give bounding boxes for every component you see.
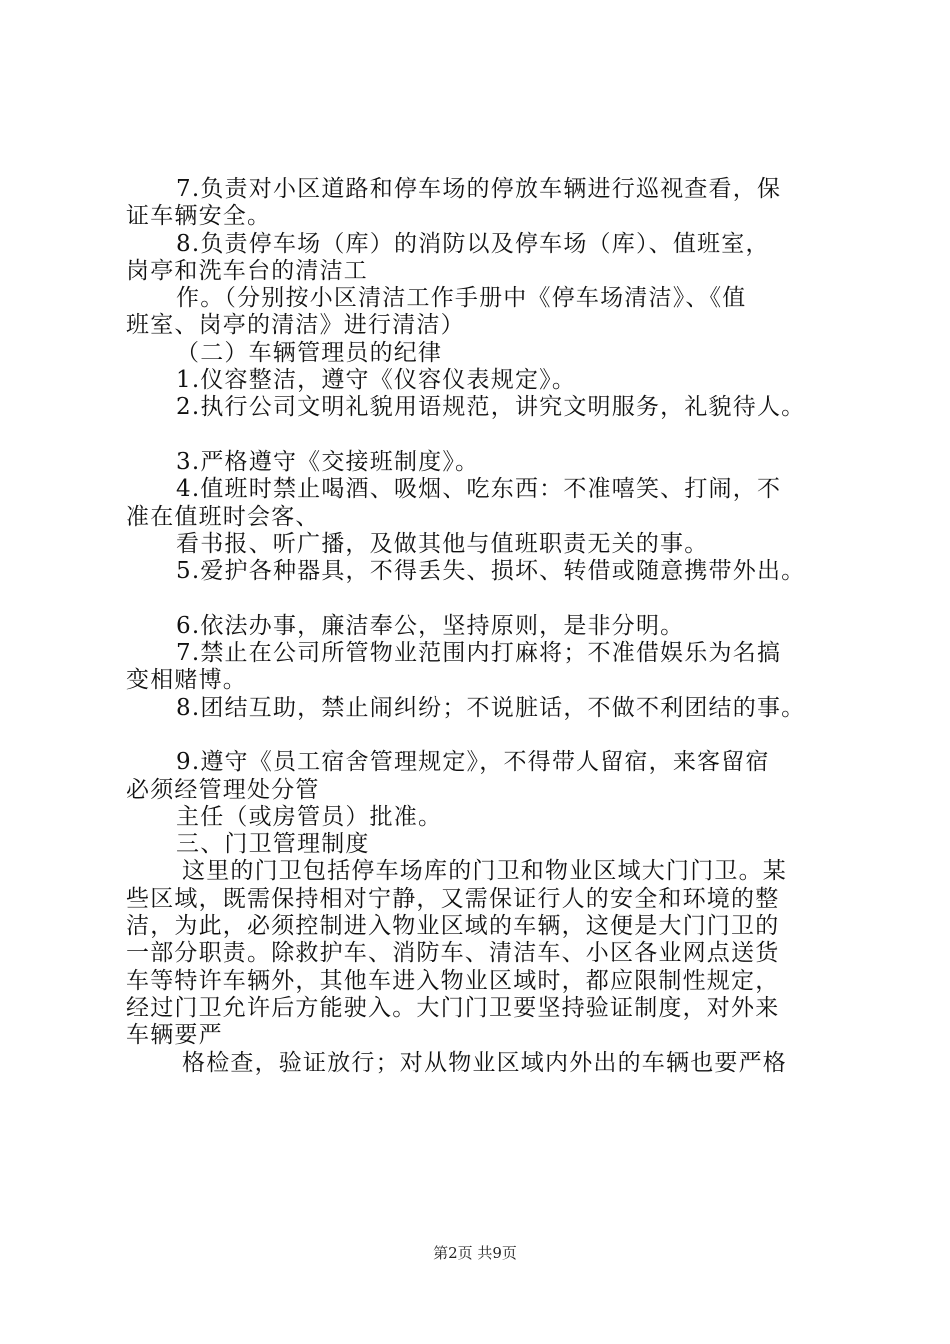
- text-line: 3.严格遵守《交接班制度》。: [176, 448, 480, 475]
- blank-line: [126, 722, 836, 749]
- text-line: 4.值班时禁止喝酒、吸烟、吃东西：不准嘻笑、打闹，不: [176, 476, 782, 503]
- text-line: 看书报、听广播，及做其他与值班职责无关的事。: [176, 530, 709, 557]
- blank-line: [126, 585, 836, 612]
- text-line: 岗亭和洗车台的清洁工: [126, 257, 368, 284]
- text-line: 7.禁止在公司所管物业范围内打麻将；不准借娱乐为名搞: [176, 640, 782, 667]
- text-line: 班室、岗亭的清洁》进行清洁）: [126, 312, 465, 339]
- text-line: 车等特许车辆外，其他车进入物业区域时，都应限制性规定，: [126, 967, 780, 994]
- text-line: 5.爱护各种器具，不得丢失、损坏、转借或随意携带外出。: [176, 558, 806, 585]
- text-line: 经过门卫允许后方能驶入。大门门卫要坚持验证制度，对外来: [126, 994, 780, 1021]
- text-line: 证车辆安全。: [126, 203, 272, 230]
- text-line: 1.仪容整洁，遵守《仪容仪表规定》。: [176, 367, 577, 394]
- text-line: 一部分职责。除救护车、消防车、清洁车、小区各业网点送货: [126, 940, 780, 967]
- section-heading: 三、门卫管理制度: [176, 831, 370, 858]
- text-line: 车辆要严: [126, 1022, 223, 1049]
- text-line: 作。（分别按小区清洁工作手册中《停车场清洁》、《值: [176, 285, 747, 312]
- text-line: 变相赌博。: [126, 667, 247, 694]
- text-line: 必须经管理处分管: [126, 776, 320, 803]
- blank-line: [126, 422, 836, 449]
- text-line: 9.遵守《员工宿舍管理规定》，不得带人留宿，来客留宿: [176, 749, 770, 776]
- text-line: 6.依法办事，廉洁奉公，坚持原则，是非分明。: [176, 612, 685, 639]
- text-line: 洁，为此，必须控制进入物业区域的车辆，这便是大门门卫的: [126, 913, 780, 940]
- text-line: 2.执行公司文明礼貌用语规范，讲究文明服务，礼貌待人。: [176, 394, 806, 421]
- text-line: 8.团结互助，禁止闹纠纷；不说脏话，不做不利团结的事。: [176, 694, 806, 721]
- section-heading: （二）车辆管理员的纪律: [176, 339, 443, 366]
- body-text: [126, 176, 836, 1077]
- text-line: 这里的门卫包括停车场库的门卫和物业区域大门门卫。某: [182, 858, 787, 885]
- text-line: 些区域，既需保持相对宁静，又需保证行人的安全和环境的整: [126, 885, 780, 912]
- page-footer: 第2页 共9页: [433, 1244, 517, 1262]
- text-line: 准在值班时会客、: [126, 503, 320, 530]
- text-line: 主任（或房管员）批准。: [176, 803, 443, 830]
- text-line: 8.负责停车场（库）的消防以及停车场（库）、值班室，: [176, 230, 770, 257]
- text-line: 7.负责对小区道路和停车场的停放车辆进行巡视查看，保: [176, 176, 782, 202]
- text-line: 格检查，验证放行；对从物业区域内外出的车辆也要严格: [182, 1049, 787, 1076]
